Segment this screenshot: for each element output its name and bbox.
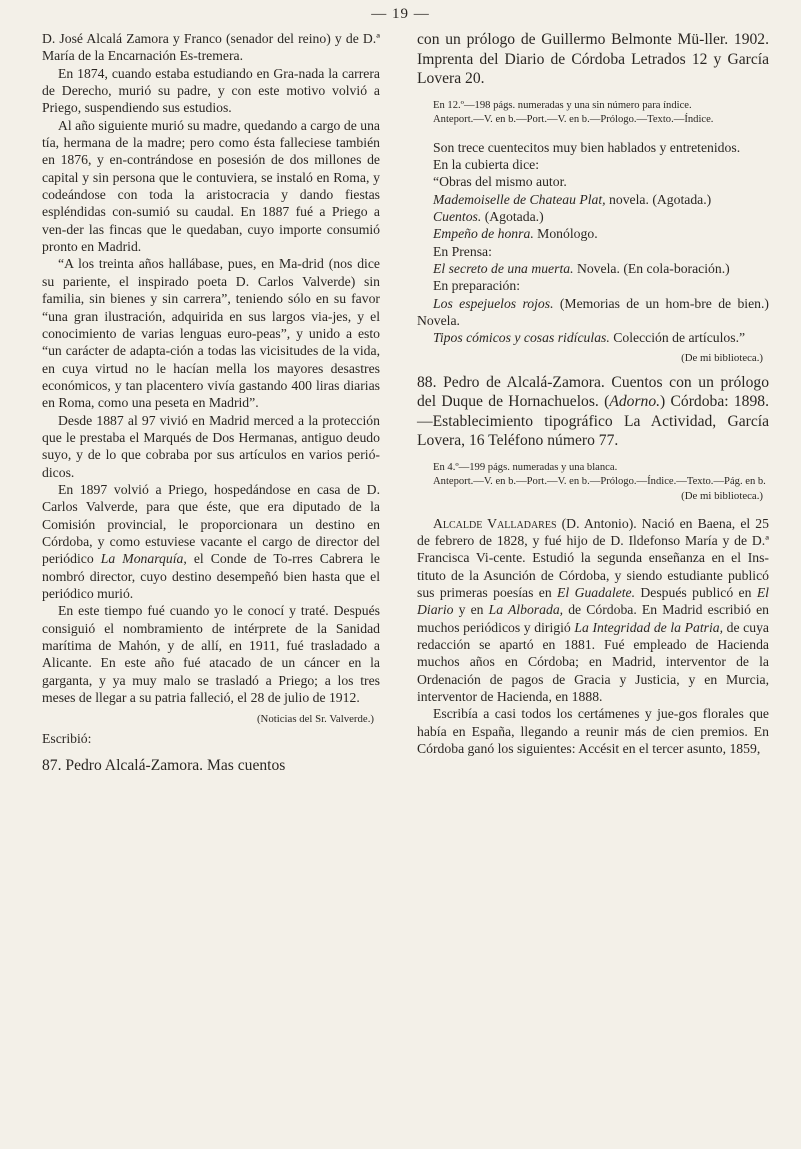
right-column [417, 30, 769, 757]
entry-87-summary: Son trece cuentecitos muy bien hablados y entretenidos. [433, 139, 741, 155]
source-note: (Noticias del Sr. Valverde.) [256, 713, 374, 726]
source-note: (De mi biblioteca.) [681, 351, 763, 364]
in-preparation-label: En preparación: [433, 278, 521, 294]
entry-87-format: En 12.º—198 págs. numeradas y una sin número para índice. [433, 99, 692, 111]
source-note: (De mi biblioteca.) [681, 489, 763, 502]
work-item: Cuentos. (Agotada.) [433, 208, 544, 224]
paragraph-1887: Desde 1887 al 97 vivió en Madrid merced a la protección que le prestaba el Marqués de Dos Hermanas, antiguo deudo suyo, y de lo que cobraba por sus artículos en varios perió-dicos. [42, 412, 380, 480]
paragraph-1897: En 1897 volvió a Priego, hospedándose en casa de D. Carlos Valverde, para que éste, que era diputado de la Comisión provincial, le proporcionara un destino en Córdoba, y como estuviese vacante el cargo de director del periódico La Monarquía, el Conde de To-rres Cabrera le nombró director, cuyo destino desempeñó bien hasta que el periódico murió. [42, 481, 380, 601]
biography-valladares: Alcalde Valladares (D. Antonio). Nació en Baena, el 25 de febrero de 1828, y fué hijo de D. Ildefonso María y de D.ª Francisca Vi-cente. Estudió la segunda enseñanza en el Ins-tituto de la Asunción de Córdoba, y siendo estudiante publicó sus primeras poesías en El Guadalete. Después publicó en El Diario y en La Alborada, de Córdoba. En Madrid escribió en muchos periódicos y dirigió La Integridad de la Patria, de cuya redacción se apartó en 1881. Fué empleado de Hacienda muchos años en Córdoba; en Madrid, interventor de la Ordenación de pagos de Gracia y Justicia, y en Murcia, interventor de Hacienda, en 1888. [417, 515, 770, 705]
work-item: Empeño de honra. Monólogo. [433, 226, 598, 242]
entry-88-collation: Anteport.—V. en b.—Port.—V. en b.—Prólogo.—Índice.—Texto.—Pág. en b. [433, 475, 766, 487]
entry-87-continuation: con un prólogo de Guillermo Belmonte Mü-ller. 1902. Imprenta del Diario de Córdoba Letrados 12 y García Lovera 20. [417, 31, 769, 87]
paragraph-rome: Al año siguiente murió su madre, quedando a cargo de una tía, hermana de la madre; pero como ésta falleciese también en 1876, y en-contrándose en posesión de dos millones de capital y sin persona que le contuviera, se instaló en Roma, y codeándose con toda la aristocracia y dando fiestas espléndidas con-sumió su caudal. En 1887 fué a Priego a ven-der las fincas que le quedaban, cuyo importe consumió pronto en Madrid. [42, 117, 380, 255]
cover-label: En la cubierta dice: [433, 156, 540, 172]
work-item: El secreto de una muerta. Novela. (En cola-boración.) [433, 260, 730, 276]
entry-87-heading: 87. Pedro Alcalá-Zamora. Mas cuentos [42, 756, 286, 774]
page-number: — 19 — [371, 6, 430, 22]
paragraph-parents: D. José Alcalá Zamora y Franco (senador del reino) y de D.ª María de la Encarnación Es-tremera. [42, 31, 380, 64]
paragraph-studies: En 1874, cuando estaba estudiando en Gra-nada la carrera de Derecho, murió su padre, y con este motivo volvió a Priego, suspendiendo sus estudios. [42, 65, 380, 116]
work-item: Mademoiselle de Chateau Plat, novela. (Agotada.) [433, 191, 712, 207]
entry-88: 88. Pedro de Alcalá-Zamora. Cuentos con un prólogo del Duque de Hornachuelos. (Adorno.) Córdoba: 1898.—Establecimiento tipográfico La Actividad, García Lovera, 16 Teléfono número 77. [417, 373, 769, 450]
work-item: Los espejuelos rojos. (Memorias de un hom-bre de bien.) Novela. [417, 295, 769, 328]
periodical-title: La Monarquía [100, 551, 184, 567]
work-item: Tipos cómicos y cosas ridículas. Colección de artículos.” [433, 330, 746, 346]
left-column [42, 30, 380, 775]
works-heading: “Obras del mismo autor. [433, 174, 567, 190]
author-name: Alcalde Valladares [433, 515, 557, 531]
paragraph-death: En este tiempo fué cuando yo le conocí y traté. Después consiguió el nombramiento de intérprete de la Sanidad marítima de Mahón, y de allí, en 1911, fué trasladado a Alicante. En este año fué atacado de un cáncer en la garganta, y ya muy malo se trasladó a Priego; a los tres meses de llegar a su patria falleció, el 28 de julio de 1912. [42, 603, 380, 706]
biography-prizes: Escribía a casi todos los certámenes y jue-gos florales que había en España, llegando a reunir más de cien premios. En Córdoba ganó los siguientes: Accésit en el tercer asunto, 1859, [417, 706, 769, 757]
paragraph-madrid-quote: “A los treinta años hallábase, pues, en Ma-drid (nos dice su pariente, el inspirado poeta D. Carlos Valverde) sin familia, sin bienes y sin carrera”, teniendo sólo en su favor “una gran ilustración, adquirida en sus largos via-jes, y el conocimiento de varias lenguas euro-peas”, y unido a esto “un carácter de adapta-ción a todas las vicisitudes de la vida, en cuya virtud no le hacían mella los mayores desastres económicos, y tan placentero vivía gastando 400 liras diarias en Roma, como una peseta en Madrid”. [42, 256, 380, 411]
entry-88-format: En 4.º—199 págs. numeradas y una blanca. [433, 461, 618, 473]
in-press-label: En Prensa: [433, 243, 492, 259]
wrote-label: Escribió: [42, 731, 92, 747]
entry-87-collation: Anteport.—V. en b.—Port.—V. en b.—Prólogo.—Texto.—Índice. [433, 113, 714, 125]
